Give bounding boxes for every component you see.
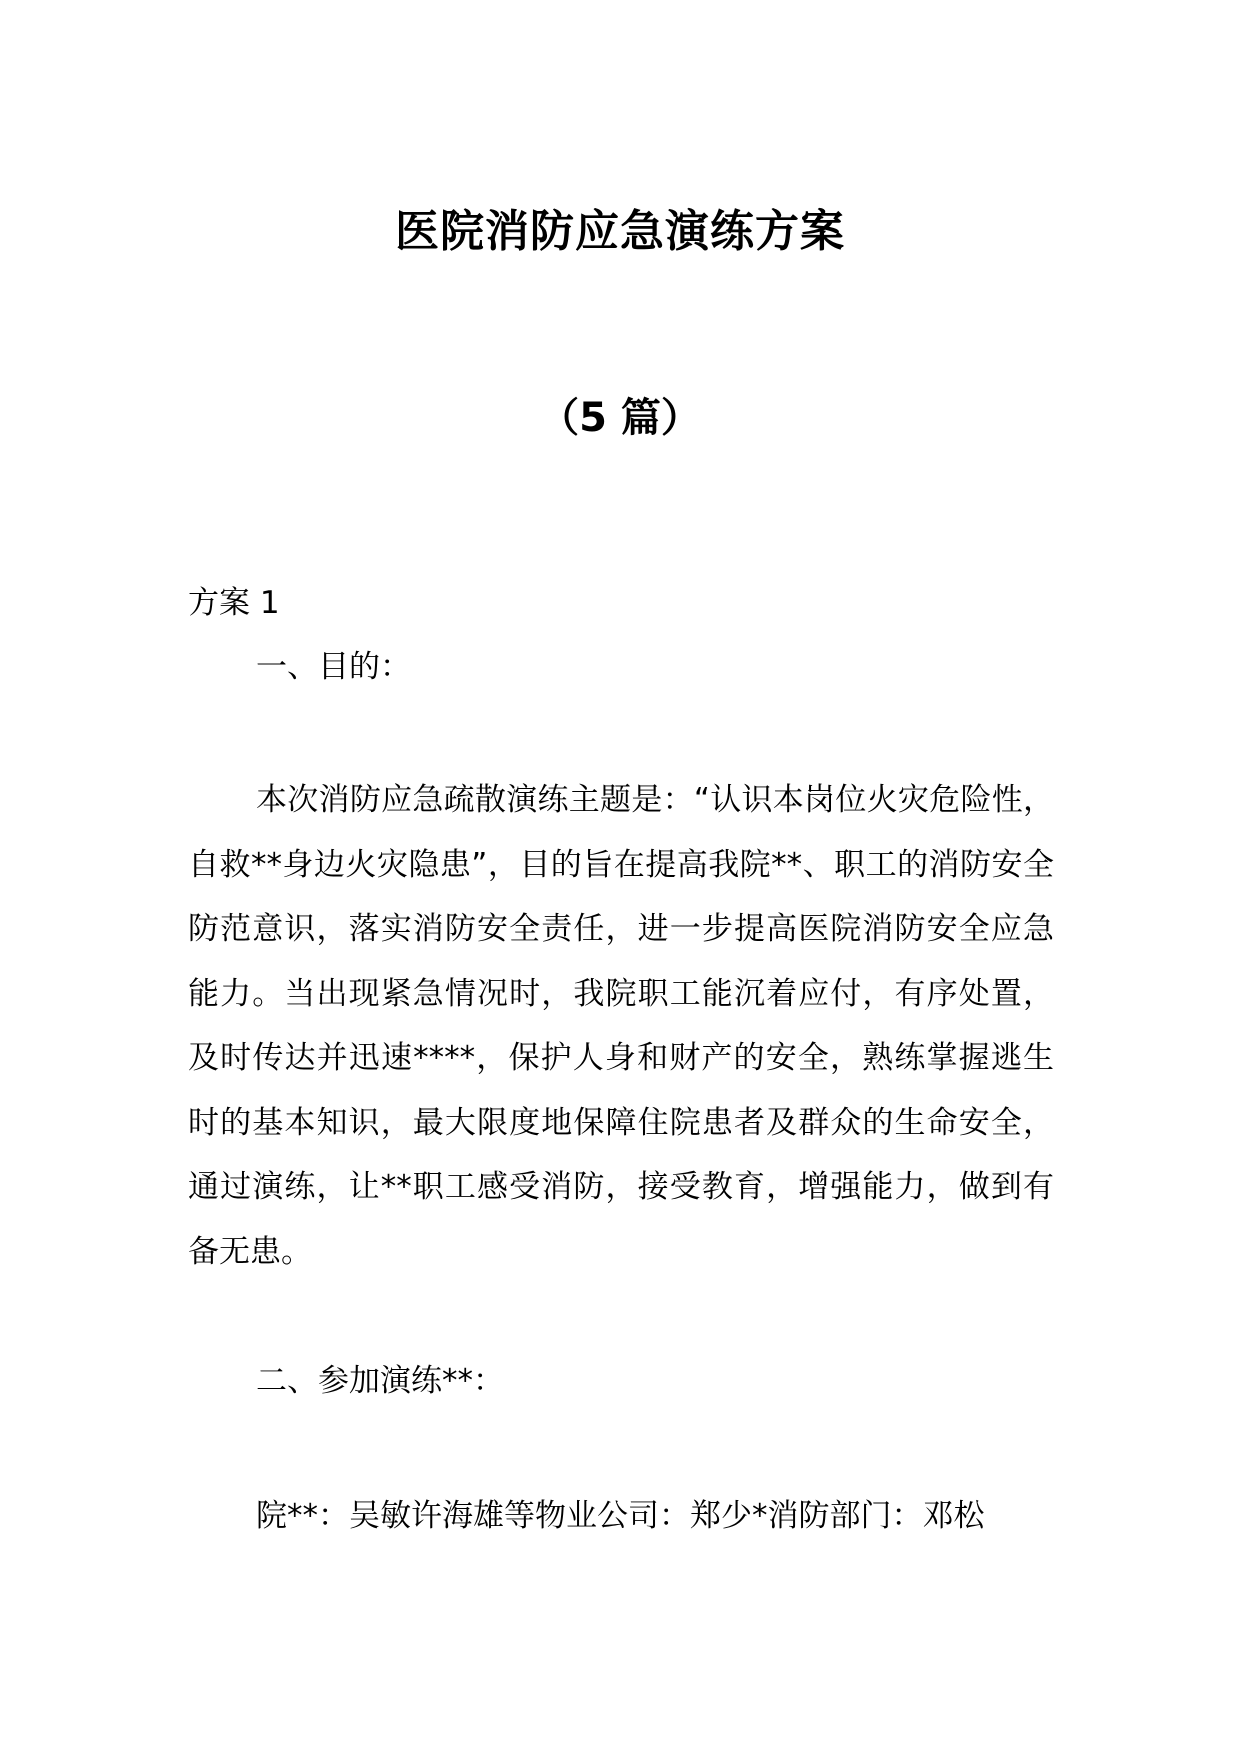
document-subtitle: （5 篇） — [539, 395, 701, 441]
paragraph-participants: 院**：吴敏许海雄等物业公司：郑少*消防部门：邓松 — [256, 1498, 985, 1534]
paragraph-purpose: 本次消防应急疏散演练主题是：“认识本岗位火灾危险性，自救**身边火灾隐患”，目的旨在提高我院**、职工的消防安全防范意识，落实消防安全责任，进一步提高医院消防安全应急能力。当出现紧急情况时，我院职工能沉着应付，有序处置，及时传达并迅速****，保护人身和财产的安全，熟练掌握逃生时的基本知识，最大限度地保障住院患者及群众的生命安全，通过演练，让**职工感受消防，接受教育，增强能力，做到有备无患。 — [188, 782, 1054, 1270]
section-heading-participants: 二、参加演练**： — [256, 1363, 504, 1399]
document-title: 医院消防应急演练方案 — [395, 206, 845, 257]
section-heading-purpose: 一、目的： — [256, 649, 411, 685]
section-label: 方案 1 — [188, 585, 280, 621]
